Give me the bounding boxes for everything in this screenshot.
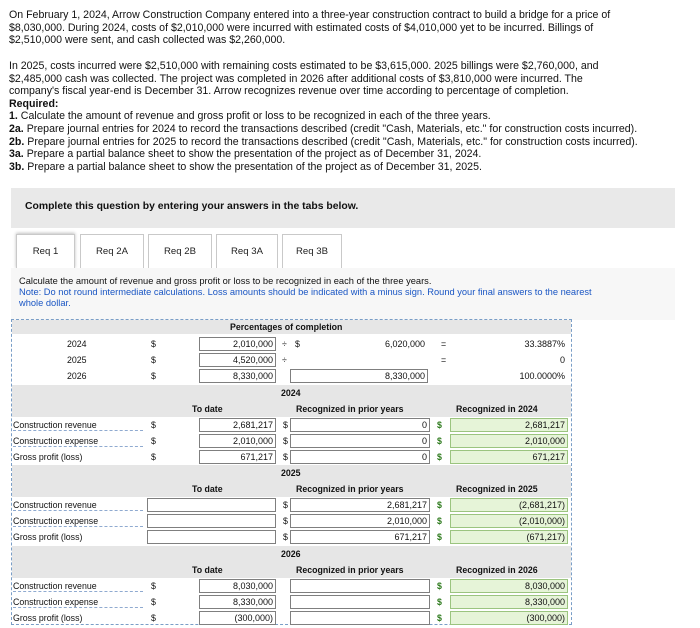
question-instruction-bar: Complete this question by entering your answers in the tabs below. <box>11 188 675 228</box>
2024-revenue-to-date[interactable]: 2,681,217 <box>199 418 276 432</box>
2026-revenue-to-date[interactable]: 8,030,000 <box>199 579 276 593</box>
2024-expense-prior[interactable]: 0 <box>290 434 430 448</box>
2026-gross-profit-to-date[interactable]: (300,000) <box>199 611 276 625</box>
tab-req-3a[interactable]: Req 3A <box>216 234 278 269</box>
requirement-3b: 3b. Prepare a partial balance sheet to show the presentation of the project as of December 31, 2025. <box>9 160 482 173</box>
2025-expense-current[interactable]: (2,010,000) <box>450 514 568 528</box>
pct-result-2024: 33.3887% <box>524 339 565 349</box>
tab-req-1[interactable]: Req 1 <box>16 234 75 269</box>
pct-year-2026: 2026 <box>67 371 87 381</box>
2026-gross-profit-current[interactable]: (300,000) <box>450 611 568 625</box>
2025-revenue-to-date[interactable] <box>147 498 276 512</box>
pct-total-2024[interactable]: 6,020,000 <box>384 339 425 349</box>
tab-req-3b[interactable]: Req 3B <box>282 234 342 269</box>
2025-gross-profit-prior[interactable]: 671,217 <box>290 530 430 544</box>
2024-gross-profit-prior[interactable]: 0 <box>290 450 430 464</box>
op-divide: ÷ <box>282 339 287 349</box>
pct-cost-2026[interactable]: 8,330,000 <box>199 369 276 383</box>
required-label: Required: <box>9 97 59 110</box>
2024-revenue-prior[interactable]: 0 <box>290 418 430 432</box>
op-equals: = <box>441 339 447 349</box>
2024-expense-current[interactable]: 2,010,000 <box>450 434 568 448</box>
problem-paragraph-1: On February 1, 2024, Arrow Construction Company entered into a three-year construction contract to build a bridge for a price of $8,030,000. During 2024, costs of $2,010,000 were incurred with estimated costs of $4,010,000 yet to be incurred. Billings of $2,510,000 were sent, and cash collected was $2,260,000. <box>9 9 611 47</box>
2026-revenue-prior[interactable] <box>290 579 430 593</box>
year-2026-label: 2026 <box>281 549 301 559</box>
2025-gross-profit-current[interactable]: (671,217) <box>450 530 568 544</box>
tab-req-2b[interactable]: Req 2B <box>148 234 212 269</box>
2024-revenue-current[interactable]: 2,681,217 <box>450 418 568 432</box>
2025-expense-prior[interactable]: 2,010,000 <box>290 514 430 528</box>
requirement-2b: 2b. Prepare journal entries for 2025 to record the transactions described (credit "Cash, Materials, etc." for construction costs incurred). <box>9 135 638 148</box>
pct-year-2024: 2024 <box>67 339 87 349</box>
pct-cost-2024[interactable]: 2,010,000 <box>199 337 276 351</box>
2026-revenue-current[interactable]: 8,030,000 <box>450 579 568 593</box>
2024-gross-profit-current[interactable]: 671,217 <box>450 450 568 464</box>
year-2025-label: 2025 <box>281 468 301 478</box>
requirement-3a: 3a. Prepare a partial balance sheet to show the presentation of the project as of December 31, 2024. <box>9 148 482 161</box>
2025-expense-to-date[interactable] <box>147 514 276 528</box>
pct-result-2026: 100.0000% <box>519 371 565 381</box>
pct-total-2026[interactable]: 8,330,000 <box>290 369 428 383</box>
pct-header: Percentages of completion <box>230 322 343 332</box>
2026-expense-prior[interactable] <box>290 595 430 609</box>
2026-expense-current[interactable]: 8,330,000 <box>450 595 568 609</box>
tab-instruction: Calculate the amount of revenue and gross profit or loss to be recognized in each of the three years. <box>19 276 432 286</box>
note-line-1: Note: Do not round intermediate calculations. Loss amounts should be indicated with a minus sign. Round your final answers to the nearest <box>19 287 592 297</box>
2026-expense-to-date[interactable]: 8,330,000 <box>199 595 276 609</box>
2025-gross-profit-to-date[interactable] <box>147 530 276 544</box>
2026-gross-profit-prior[interactable] <box>290 611 430 625</box>
pct-year-2025: 2025 <box>67 355 87 365</box>
2024-expense-to-date[interactable]: 2,010,000 <box>199 434 276 448</box>
tab-req-2a[interactable]: Req 2A <box>80 234 144 269</box>
pct-result-2025: 0 <box>559 355 565 365</box>
pct-total-2025[interactable] <box>290 353 428 367</box>
pct-cost-2025[interactable]: 4,520,000 <box>199 353 276 367</box>
requirement-1: 1. Calculate the amount of revenue and gross profit or loss to be recognized in each of the three years. <box>9 110 491 123</box>
year-2024-label: 2024 <box>281 388 301 398</box>
requirement-2a: 2a. Prepare journal entries for 2024 to record the transactions described (credit "Cash, Materials, etc." for construction costs incurred). <box>9 122 638 135</box>
note-line-2: whole dollar. <box>19 298 71 308</box>
2025-revenue-prior[interactable]: 2,681,217 <box>290 498 430 512</box>
2025-revenue-current[interactable]: (2,681,217) <box>450 498 568 512</box>
problem-paragraph-2: In 2025, costs incurred were $2,510,000 with remaining costs estimated to be $3,615,000. 2025 billings were $2,760,000, and $2,485,000 cash was collected. The project was completed in 2026 after additional costs of $3,810,000 were incurred. The company's fiscal year-end is December 31. Arrow recognizes revenue over time according to percentage of completion. Required: 1. Calculate the amount of revenue and gross profit or loss to be recognized in each of the three years. 2a. Prepare journal entries for 2024 to record the transactions described (credit "Cash, Materials, etc." for construction costs incurred). 2b. Prepare journal entries for 2025 to record the transactions described (credit "Cash, Materials, etc." for construction costs incurred). 3a. Prepare a partial balance sheet to show the presentation of the project as of December 31, 2024. 3b. Prepare a partial balance sheet to show the presentation of the project as of December 31, 2025. <box>9 60 693 173</box>
2024-gross-profit-to-date[interactable]: 671,217 <box>199 450 276 464</box>
